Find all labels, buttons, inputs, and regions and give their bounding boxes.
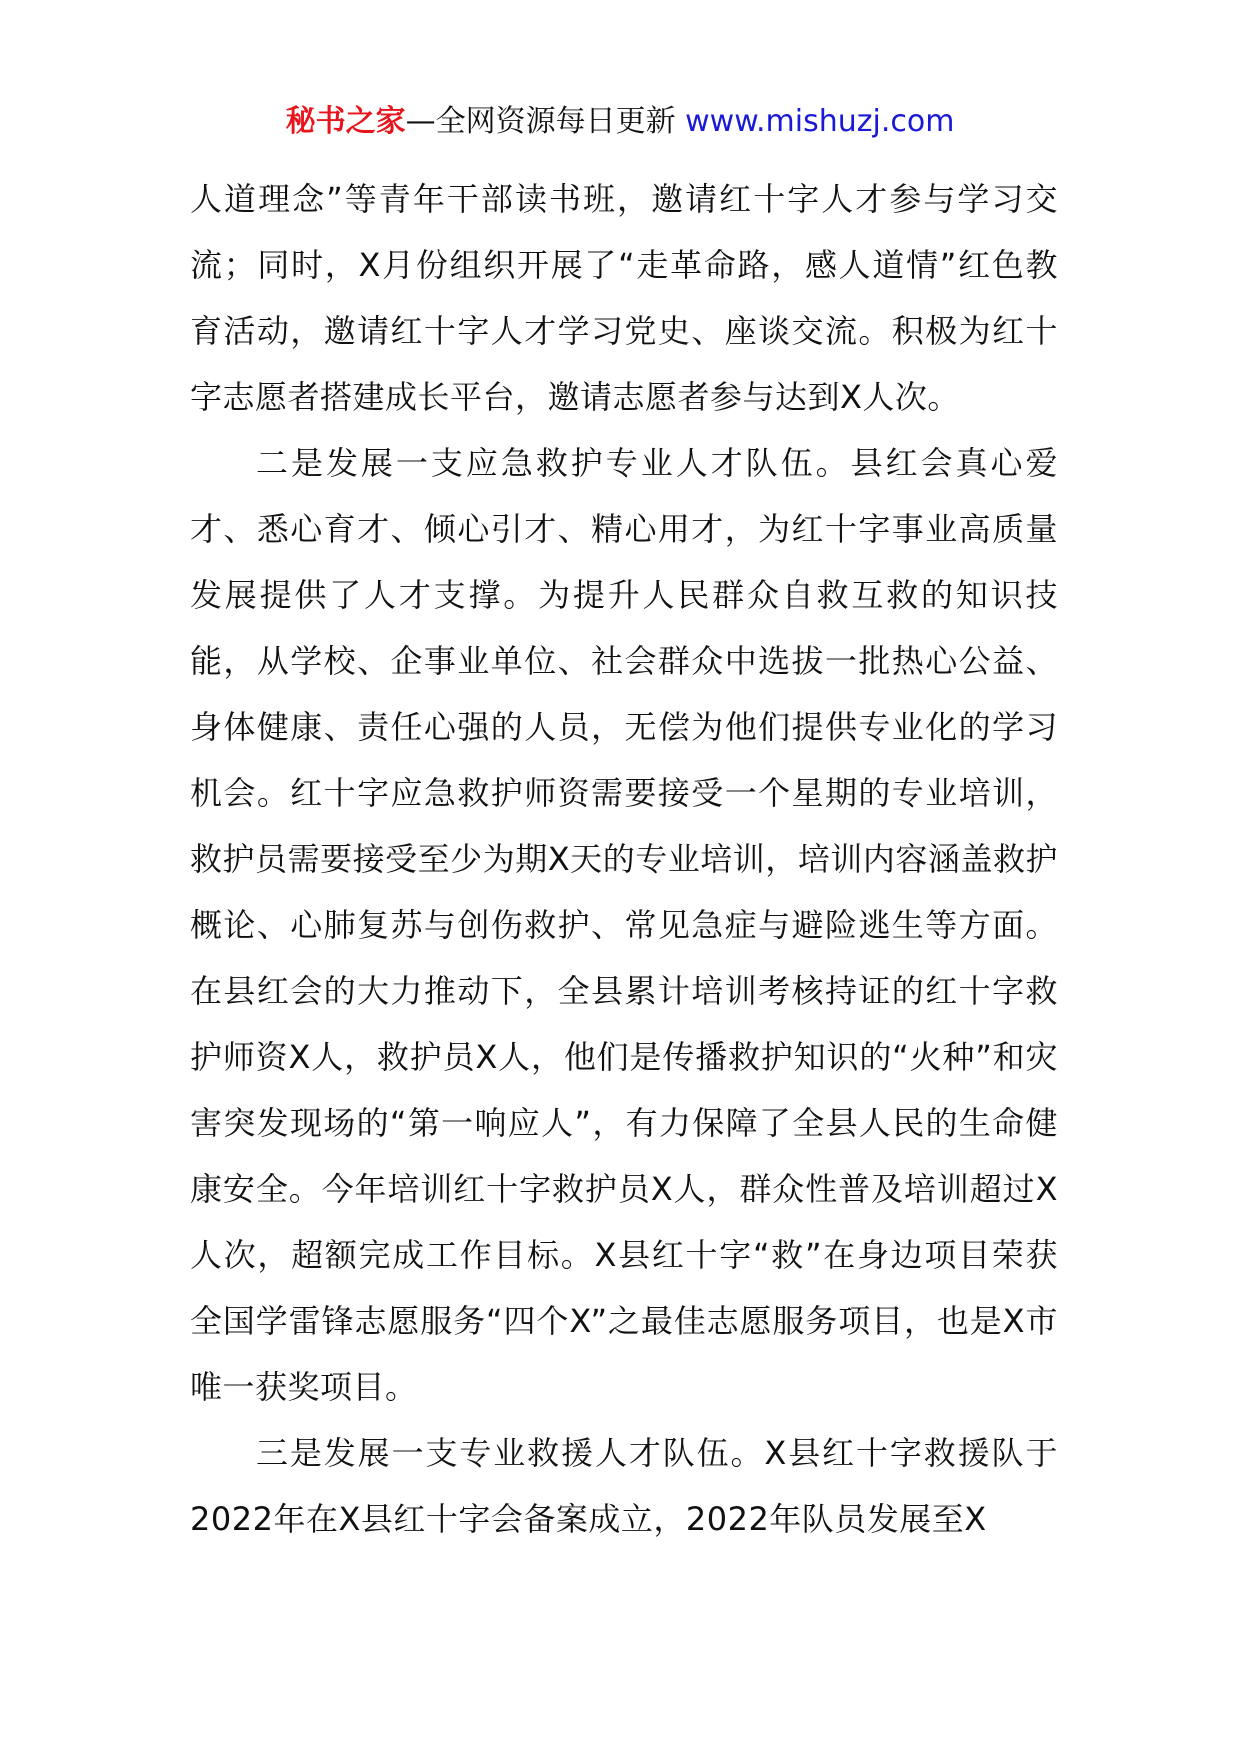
site-url-link[interactable]: www.mishuzj.com	[685, 104, 955, 139]
site-tagline: —全网资源每日更新	[405, 104, 676, 139]
paragraph-continuation: 人道理念”等青年干部读书班，邀请红十字人才参与学习交流；同时，X月份组织开展了“走革命路，感人道情”红色教育活动，邀请红十字人才学习党史、座谈交流。积极为红十字志愿者搭建成长平台，邀请志愿者参与达到X人次。	[190, 180, 1058, 416]
paragraph-professional-rescue-team: 三是发展一支专业救援人才队伍。X县红十字救援队于2022年在X县红十字会备案成立，2022年队员发展至X	[190, 1434, 1058, 1538]
site-header	[0, 102, 1240, 142]
paragraph-emergency-rescue-team: 二是发展一支应急救护专业人才队伍。县红会真心爱才、悉心育才、倾心引才、精心用才，为红十字事业高质量发展提供了人才支撑。为提升人民群众自救互救的知识技能，从学校、企事业单位、社会群众中选拔一批热心公益、身体健康、责任心强的人员，无偿为他们提供专业化的学习机会。红十字应急救护师资需要接受一个星期的专业培训，救护员需要接受至少为期X天的专业培训，培训内容涵盖救护概论、心肺复苏与创伤救护、常见急症与避险逃生等方面。在县红会的大力推动下，全县累计培训考核持证的红十字救护师资X人，救护员X人，他们是传播救护知识的“火种”和灾害突发现场的“第一响应人”，有力保障了全县人民的生命健康安全。今年培训红十字救护员X人，群众性普及培训超过X人次，超额完成工作目标。X县红十字“救”在身边项目荣获全国学雷锋志愿服务“四个X”之最佳志愿服务项目，也是X市唯一获奖项目。	[190, 444, 1058, 1406]
document-body	[190, 166, 1058, 1552]
brand-name: 秘书之家	[285, 104, 406, 139]
